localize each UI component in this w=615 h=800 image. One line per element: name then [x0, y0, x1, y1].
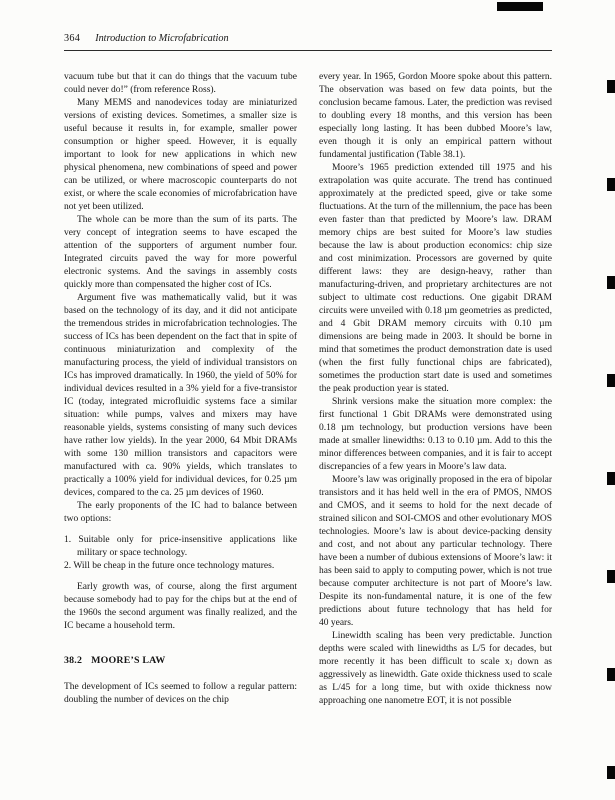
- scan-artifact: [607, 570, 615, 583]
- left-column: [64, 71, 297, 708]
- paragraph: Shrink versions make the situation more complex: the first functional 1 Gbit DRAMs were demonstrated using 0.18 µm technology, but production versions have been made at smaller linewidths: 0.13 to 0.10 µm. Add to this the minor differences between companies, and it is fair to accept discrepancies of a few years in Moore’s law data.: [319, 397, 552, 472]
- scan-artifact: [607, 668, 615, 681]
- list-item: 2. Will be cheap in the future once technology matures.: [64, 561, 275, 571]
- paragraph: Moore’s 1965 prediction extended till 1975 and his extrapolation was quite accurate. The trend has continued approximately at the predicted speed, give or take some fluctuations. At the turn of the millennium, the pace has been even faster than that predicted by Moore’s law. DRAM memory chips are best suited for Moore’s law studies because the law is about production economics: chip size and cost minimization. Processors are governed by quite different laws: they are design-heavy, rather than manufacturing-driven, and proprietary architectures are not subject to ultimate cost reductions. One gigabit DRAM circuits were unveiled with 0.18 µm geometries as predicted, and 4 Gbit DRAM memory circuits with 0.10 µm dimensions are being made in 2003. It should be borne in mind that sometimes the product demonstration date is used (when the first fully functional chips are fabricated), sometimes the production start date is used and sometimes the peak production year is stated.: [319, 163, 552, 394]
- scan-artifact: [607, 80, 615, 93]
- paragraph: The whole can be more than the sum of its parts. The very concept of integration seems to have escaped the attention of the supporters of argument number four. Integrated circuits paved the way for more powerful electronic systems. And the savings in assembly costs quickly more than compensated the higher cost of ICs.: [64, 215, 297, 290]
- running-head: [64, 33, 552, 51]
- scan-artifact: [497, 2, 543, 11]
- paragraph: Linewidth scaling has been very predictable. Junction depths were scaled with linewidths as L/5 for decades, but more recently it has been difficult to scale xⱼ down as aggressively as linewidth. Gate oxide thickness used to scale as L/45 for a long time, but with oxide thickness now approaching one nanometre EOT, it is not possible: [319, 631, 552, 706]
- paragraph: Early growth was, of course, along the first argument because somebody had to pay for the chips but at the end of the 1960s the second argument was finally realized, and the IC became a household term.: [64, 582, 297, 631]
- paragraph: Many MEMS and nanodevices today are miniaturized versions of existing devices. Sometimes, a smaller size is useful because it results in, for example, smaller power consumption or higher speed. However, it is equally important to look for new applications in which new physical phenomena, new combinations of speed and power can be utilized, or where macroscopic counterparts do not exist, or where the scale economies of microfabrication have not yet been utilized.: [64, 98, 297, 212]
- paragraph: The early proponents of the IC had to balance between two options:: [64, 501, 297, 524]
- scan-artifact: [607, 276, 615, 289]
- section-title: MOORE’S LAW: [91, 655, 166, 666]
- paragraph: vacuum tube but that it can do things that the vacuum tube could never do!” (from reference Ross).: [64, 72, 297, 95]
- scan-artifact: [607, 766, 615, 779]
- paragraph: The development of ICs seemed to follow a regular pattern: doubling the number of devices on the chip: [64, 682, 297, 705]
- scan-artifact: [607, 374, 615, 387]
- page-number: 364: [64, 33, 81, 44]
- section-heading: [64, 654, 297, 667]
- two-column-text: [64, 71, 552, 708]
- paragraph: Argument five was mathematically valid, but it was based on the technology of its day, and it did not anticipate the tremendous strides in microfabrication technologies. The success of ICs has been dependent on the fact that in spite of continuous miniaturization and complexity of the manufacturing process, the yield of individual transistors on ICs has improved dramatically. In 1960, the yield of 50% for individual devices resulted in a 3% yield for a five-transistor IC (today, integrated microfluidic systems face a similar situation: while pumps, valves and mixers may have reasonable yields, systems consisting of many such devices have rather low yields). In the year 2000, 64 Mbit DRAMs with some 130 million transistors and capacitors were manufactured with ca. 90% yields, which translates to practically a 100% yield for individual devices, for 0.25 µm devices, compared to the ca. 25 µm devices of 1960.: [64, 293, 297, 498]
- scan-artifact: [607, 178, 615, 191]
- paragraph: every year. In 1965, Gordon Moore spoke about this pattern. The observation was based on few data points, but the conclusion became famous. Later, the prediction was revised to doubling every 18 months, and this version has been especially long lasting. It has been dubbed Moore’s law, even though it is only an empirical pattern without fundamental justification (Table 38.1).: [319, 72, 552, 160]
- list-item: 1. Suitable only for price-insensitive applications like military or space technology.: [64, 535, 297, 558]
- section-number: 38.2: [64, 655, 83, 666]
- paragraph: Moore’s law was originally proposed in the era of bipolar transistors and it has held well in the era of PMOS, NMOS and CMOS, and it seems to hold for the next decade of strained silicon and SOI-CMOS and other evolutionary MOS technologies. Moore’s law is about device-packing density and cost, and not about any particular technology. There have been a number of dubious extensions of Moore’s law: it has been said to apply to computing power, which is not true because computer architecture is not part of Moore’s law. Despite its non-fundamental nature, it is one of the few predictions about future technology that has held for 40 years.: [319, 475, 552, 628]
- scan-artifact: [607, 472, 615, 485]
- right-column: [319, 71, 552, 708]
- book-title: Introduction to Microfabrication: [95, 33, 229, 44]
- options-list: [64, 534, 297, 573]
